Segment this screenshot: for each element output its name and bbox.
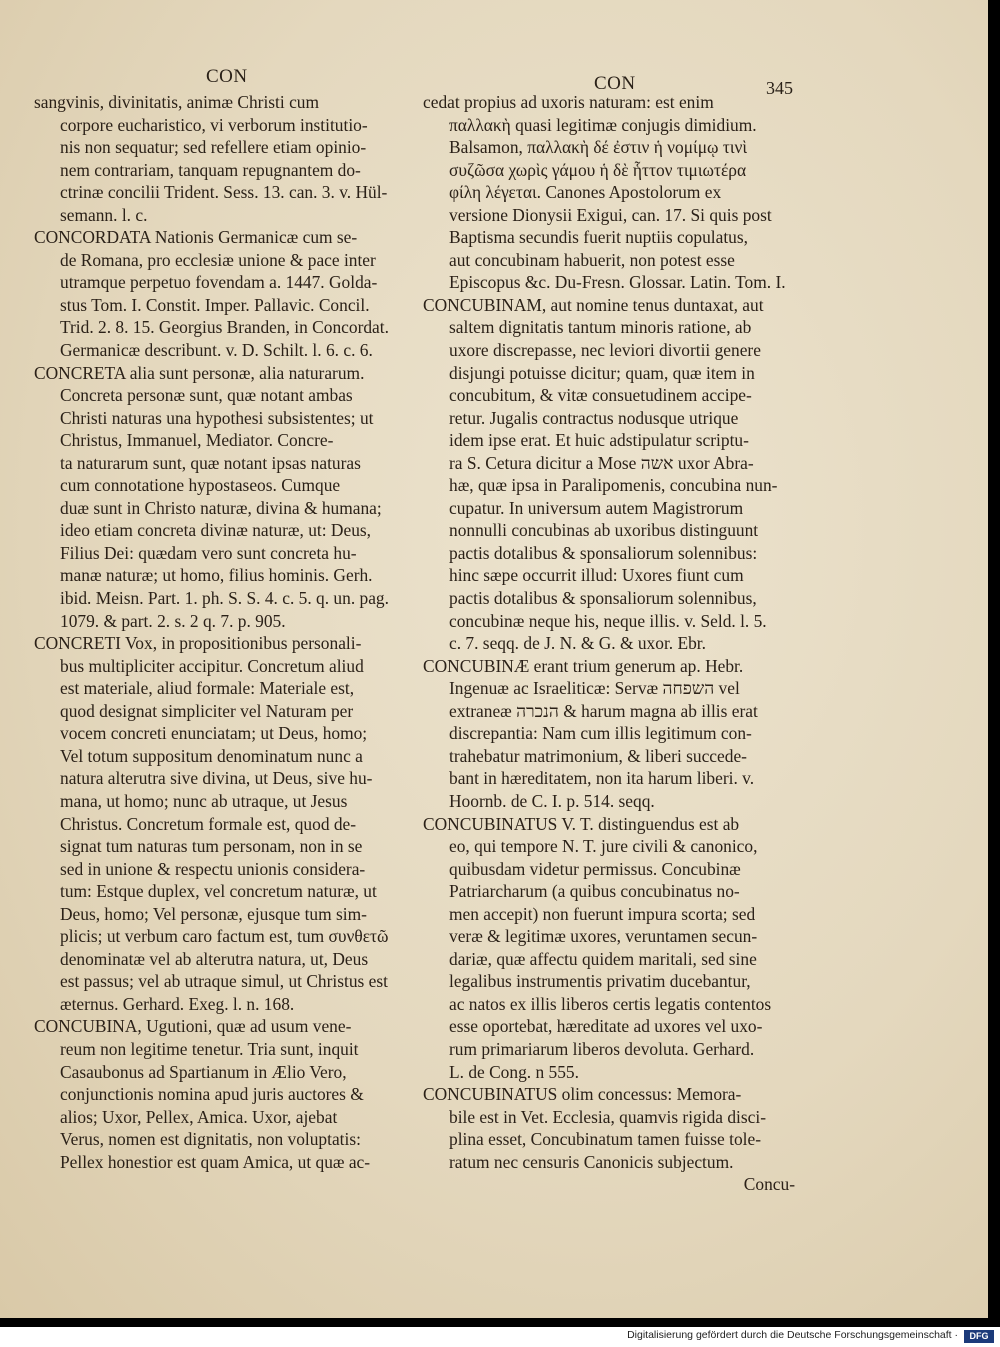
text-line: plicis; ut verbum caro factum est, tum συνθετῶ <box>60 926 389 947</box>
text-line: CONCORDATA Nationis Germanicæ cum se- <box>34 227 358 248</box>
text-line: Patriarcharum (a quibus concubinatus no- <box>449 881 740 902</box>
text-line: c. 7. seqq. de J. N. & G. & uxor. Ebr. <box>449 633 706 654</box>
text-line: est passus; vel ab utraque simul, ut Christus est <box>60 971 388 992</box>
text-line: ideo etiam concreta divinæ naturæ, ut: Deus, <box>60 520 372 541</box>
text-line: nonnulli concubinas ab uxoribus distinguunt <box>449 520 759 541</box>
text-line: ratum nec censuris Canonicis subjectum. <box>449 1151 734 1172</box>
text-line: Christi naturas una hypothesi subsistentes; ut <box>60 407 374 428</box>
text-line: stus Tom. I. Constit. Imper. Pallavic. Concil. <box>60 294 370 315</box>
text-line: aut concubinam habuerit, non potest esse <box>449 249 735 270</box>
text-line: Ingenuæ ac Israeliticæ: Servæ השפחה vel <box>449 678 740 699</box>
text-line: hæ, quæ ipsa in Paralipomenis, concubina nun- <box>449 475 778 496</box>
text-line: de Romana, pro ecclesiæ unione & pace inter <box>60 249 376 270</box>
text-line: pactis dotalibus & sponsaliorum solennibus: <box>449 542 758 563</box>
text-line: cum connotatione hypostaseos. Cumque <box>60 475 341 496</box>
text-line: est materiale, aliud formale: Materiale est, <box>60 678 355 699</box>
text-line: quod designat simpliciter vel Naturam per <box>60 700 354 721</box>
text-line: Hoornb. de C. I. p. 514. seqq. <box>449 790 655 811</box>
text-line: men accepit) non fuerunt impura scorta; sed <box>449 903 756 924</box>
text-line: 1079. & part. 2. s. 2 q. 7. p. 905. <box>60 610 286 631</box>
text-line: CONCUBINÆ erant trium generum ap. Hebr. <box>423 655 744 676</box>
text-line: denominatæ vel ab alterutra natura, ut, Deus <box>60 948 369 969</box>
text-line: dariæ, quæ affectu quidem maritali, sed sine <box>449 948 757 969</box>
text-line: Filius Dei: quædam vero sunt concreta hu- <box>60 542 357 563</box>
footer-bar <box>0 1327 1000 1347</box>
text-line: retur. Jugalis contractus nodusque utrique <box>449 407 739 428</box>
text-line: Casaubonus ad Spartianum in Ælio Vero, <box>60 1061 347 1082</box>
text-line: cupatur. In universum autem Magistrorum <box>449 497 744 518</box>
text-line: vocem concreti enunciatam; ut Deus, homo; <box>60 723 368 744</box>
text-line: concubinæ neque his, neque illis. v. Seld. l. 5. <box>449 610 767 631</box>
text-line: Concreta personæ sunt, quæ notant ambas <box>60 385 353 406</box>
text-line: CONCRETI Vox, in propositionibus personali- <box>34 633 362 654</box>
text-line: corpore eucharistico, vi verborum institutio- <box>60 114 368 135</box>
text-line: bant in hæreditatem, non ita harum liberi. v. <box>449 768 755 789</box>
text-line: Trid. 2. 8. 15. Georgius Branden, in Concordat. <box>60 317 389 338</box>
text-line: Concu- <box>743 1174 795 1195</box>
right-column <box>423 91 795 1196</box>
text-line: plina esset, Concubinatum tamen fuisse tole- <box>449 1129 761 1150</box>
text-line: sed in unione & respectu unionis considera- <box>60 858 366 879</box>
text-line: ctrinæ concilii Trident. Sess. 13. can. 3. v. Hül- <box>60 182 388 203</box>
text-line: æternus. Gerhard. Exeg. l. n. 168. <box>60 993 295 1014</box>
text-line: veræ & legitimæ uxores, veruntamen secun- <box>449 926 758 947</box>
text-line: disjungi potuisse dicitur; quam, quæ item in <box>449 362 755 383</box>
text-line: manæ naturæ; ut homo, filius hominis. Gerh. <box>60 565 373 586</box>
text-line: legalibus instrumentis privatim ducebantur, <box>449 971 751 992</box>
text-line: esse oportebat, hæreditate ad uxores vel uxo- <box>449 1016 763 1037</box>
text-line: nis non sequatur; sed refellere etiam opinio- <box>60 137 367 158</box>
text-line: Germanicæ describunt. v. D. Schilt. l. 6. c. 6. <box>60 340 373 361</box>
text-line: ibid. Meisn. Part. 1. ph. S. S. 4. c. 5. q. un. pag. <box>60 588 389 609</box>
text-line: conjunctionis nomina apud juris auctores & <box>60 1084 364 1105</box>
text-line: cedat propius ad uxoris naturam: est enim <box>423 92 714 112</box>
running-head-left: CON <box>206 66 248 87</box>
text-line: συζῶσα χωρὶς γάμου ἡ δὲ ἧττον τιμιωτέρα <box>449 159 747 180</box>
text-line: φίλη λέγεται. Canones Apostolorum ex <box>449 182 722 203</box>
text-line: alios; Uxor, Pellex, Amica. Uxor, ajebat <box>60 1106 338 1127</box>
text-line: uxore discrepasse, nec leviori divortii genere <box>449 340 761 361</box>
text-line: Christus, Immanuel, Mediator. Concre- <box>60 430 334 451</box>
text-line: quibusdam videtur permissus. Concubinæ <box>449 858 741 879</box>
text-line: Christus. Concretum formale est, quod de- <box>60 813 357 834</box>
text-line: παλλακὴ quasi legitimæ conjugis dimidium. <box>449 114 757 135</box>
text-line: eo, qui tempore N. T. jure civili & canonico, <box>449 836 758 857</box>
text-line: nem contrariam, tanquam repugnantem do- <box>60 159 361 180</box>
text-line: Deus, homo; Vel personæ, ejusque tum sim- <box>60 903 367 924</box>
text-line: Baptisma secundis fuerit nuptiis copulatus, <box>449 227 748 248</box>
text-line: CONCUBINA, Ugutioni, quæ ad usum vene- <box>34 1016 352 1037</box>
text-line: sangvinis, divinitatis, animæ Christi cum <box>34 92 320 112</box>
text-line: utramque perpetuo fovendam a. 1447. Golda- <box>60 272 378 293</box>
text-line: idem ipse erat. Et huic adstipulatur scriptu- <box>449 430 749 451</box>
text-line: CONCRETA alia sunt personæ, alia naturarum. <box>34 362 365 383</box>
left-column <box>34 91 398 1173</box>
text-line: saltem dignitatis tantum minoris ratione, ab <box>449 317 752 338</box>
text-line: ra S. Cetura dicitur a Mose אשה uxor Abra- <box>449 452 754 473</box>
text-line: CONCUBINATUS olim concessus: Memora- <box>423 1084 742 1105</box>
text-line: Verus, nomen est dignitatis, non voluptatis: <box>60 1129 361 1150</box>
text-line: pactis dotalibus & sponsaliorum solennibus, <box>449 588 757 609</box>
text-line: duæ sunt in Christo naturæ, divina & humana; <box>60 497 382 518</box>
text-line: reum non legitime tenetur. Tria sunt, inquit <box>60 1038 359 1059</box>
text-line: hinc sæpe occurrit illud: Uxores fiunt cum <box>449 565 744 586</box>
text-line: natura alterutra sive divina, ut Deus, sive hu- <box>60 768 373 789</box>
dfg-logo: DFG <box>964 1330 994 1343</box>
text-line: extraneæ הנכרה & harum magna ab illis erat <box>449 700 758 721</box>
text-line: mana, ut homo; nunc ab utraque, ut Jesus <box>60 790 348 811</box>
page-number: 345 <box>766 78 793 98</box>
text-line: bus multipliciter accipitur. Concretum aliud <box>60 655 364 676</box>
text-line: versione Dionysii Exigui, can. 17. Si quis post <box>449 204 772 225</box>
text-line: signat tum naturas tum personam, non in se <box>60 836 363 857</box>
running-head-right: CON <box>594 73 636 94</box>
text-line: Episcopus &c. Du-Fresn. Glossar. Latin. Tom. I. <box>449 272 786 293</box>
funding-notice: Digitalisierung gefördert durch die Deutsche Forschungsgemeinschaft · <box>627 1329 958 1341</box>
text-line: Vel totum suppositum denominatum nunc a <box>60 745 363 766</box>
text-line: L. de Cong. n 555. <box>449 1061 579 1082</box>
text-line: ac natos ex illis liberos certis legatis contentos <box>449 993 772 1014</box>
text-line: trahebatur matrimonium, & liberi succede- <box>449 745 747 766</box>
text-line: discrepantia: Nam cum illis legitimum con- <box>449 723 752 744</box>
text-line: semann. l. c. <box>60 204 148 225</box>
text-line: CONCUBINAM, aut nomine tenus duntaxat, aut <box>423 294 764 315</box>
text-line: Balsamon, παλλακὴ δέ ἐστιν ἡ νομίμῳ τινὶ <box>449 137 748 158</box>
text-line: bile est in Vet. Ecclesia, quamvis rigida disci- <box>449 1106 766 1127</box>
text-line: rum primariarum liberos devoluta. Gerhard. <box>449 1038 755 1059</box>
text-line: concubitum, & vitæ consuetudinem accipe- <box>449 385 752 406</box>
text-line: ta naturarum sunt, quæ notant ipsas naturas <box>60 452 361 473</box>
text-line: Pellex honestior est quam Amica, ut quæ ac- <box>60 1151 371 1172</box>
text-line: CONCUBINATUS V. T. distinguendus est ab <box>423 813 740 834</box>
text-line: tum: Estque duplex, vel concretum naturæ, ut <box>60 881 377 902</box>
